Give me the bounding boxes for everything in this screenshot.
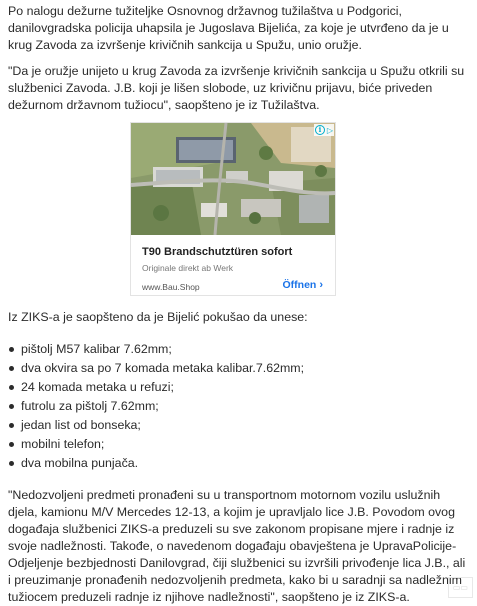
list-item-text: futrolu za pištolj 7.62mm; [21,399,159,413]
bullet-icon [9,347,14,352]
list-item [8,454,304,473]
ad-open-label: Öffnen [282,279,317,291]
list-item-text: 24 komada metaka u refuzi; [21,380,174,394]
article-quote-paragraph: "Nedozvoljeni predmeti pronađeni su u transportnom motornom vozilu uslužnih djela, kamionu M/V Mercedes 12-13, a kojim je upravljalo lice J.B. Povodom ovog događaja službenici ZIKS-a preduzeli su sve zakonom propisane mjere i radnje iz svoje nadležnosti. Takođe, o navedenom događaju obavještena je UpravaPolicije-Odjeljenje bezbjednosti Danilovgrad, čiji službenici su izvršili privođenje lica J.B., ali i preuzimanje pronađenih nedozvoljenih predmeta, kako bi u saradnji sa nadležnim tužiocem preduzeli radnje iz njihove nadležnosti", saopšteno je iz ZIKS-a. [8,488,466,604]
list-intro: Iz ZIKS-a je saopšteno da je Bijelić pokušao da unese: [8,310,308,324]
list-item-text: mobilni telefon; [21,437,105,451]
list-item [8,340,304,359]
list-item [8,397,304,416]
ad-title[interactable]: T90 Brandschutztüren sofort [142,246,293,258]
ad-domain: www.Bau.Shop [142,282,200,292]
items-list [8,340,304,473]
bullet-icon [9,423,14,428]
list-item [8,359,304,378]
chevron-right-icon: › [319,279,323,291]
ad-banner[interactable] [130,122,336,296]
article-quote-paragraph: "Da je oružje unijeto u krug Zavoda za izvršenje krivičnih sankcija u Spužu otkrili su službenici Zavoda. J.B. koji je lišen slobode, uz krivičnu prijavu, biće priveden dežurnom državnom tužiocu", saopšteno je iz Tužilaštva. [8,64,465,112]
bullet-icon [9,366,14,371]
list-item-text: pištolj M57 kalibar 7.62mm; [21,342,172,356]
list-item [8,435,304,454]
list-item [8,378,304,397]
bullet-icon [9,442,14,447]
ad-open-button[interactable] [283,277,324,294]
list-item-text: dva mobilna punjača. [21,456,139,470]
list-item [8,416,304,435]
list-item-text: dva okvira sa po 7 komada metaka kalibar.7.62mm; [21,361,305,375]
bullet-icon [9,404,14,409]
ad-subtitle: Originale direkt ab Werk [142,263,234,273]
ad-image[interactable] [131,123,335,235]
watermark-logo: ▭▭ [448,577,473,598]
list-item-text: jedan list od bonseka; [21,418,141,432]
adchoices-icon[interactable]: i ▷ [314,124,334,136]
bullet-icon [9,461,14,466]
article-paragraph: Po nalogu dežurne tužiteljke Osnovnog državnog tužilaštva u Podgorici, danilovgradska policija uhapsila je Jugoslava Bijelića, za koje je utvrđeno da je u krug Zavoda za izvršenje krivičnih sankcija u Spužu, unio oružje. [8,4,449,52]
bullet-icon [9,385,14,390]
